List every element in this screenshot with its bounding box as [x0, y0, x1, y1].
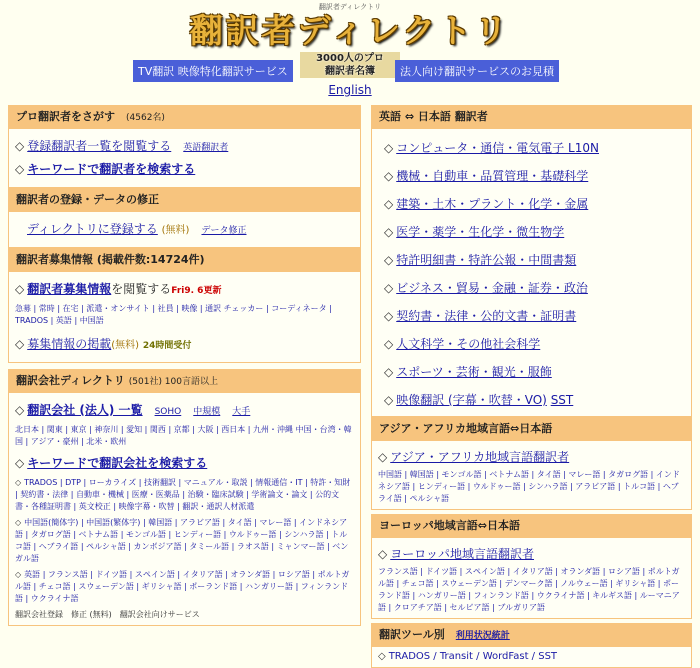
asian-language-links[interactable]: ◇ 中国語(簡体字) | 中国語(繁体字) | 韓国語 | アラビア語 | タイ語 | マレー語 | インドネシア語 | タガログ語 | ベトナム語 | モンゴル語 | ヒンディー語 | ウルドゥー語 | シンハラ語 | トルコ語 | ヘブライ語 | ペルシャ語 | カンボジア語 | タミール語 | ラオス語 | ミャンマー語 | ベンガル語 [15, 518, 349, 563]
register-heading: 翻訳者の登録・データの修正 [8, 188, 361, 212]
field-machine-link[interactable]: 機械・自動車・品質管理・基礎科学 [396, 169, 589, 183]
field-links[interactable]: ◇ TRADOS | DTP | ローカライズ | 技術翻訳 | マニュアル・取説 | 情報通信・IT | 特許・知財 | 契約書・法律 | 自動車・機械 | 医療・医薬品 | 治験・臨床試験 | 学術論文・論文 | 公的文書・各種証明書 | 英文校正 | 映像字幕・吹替 | 翻訳・通訳人材派遣 [15, 478, 351, 511]
left-column [8, 105, 361, 626]
field-legal-link[interactable]: 契約書・法律・公的文書・証明書 [396, 309, 577, 323]
center-badge-line2: 翻訳者名簿 [300, 65, 400, 78]
data-edit-link[interactable]: データ修正 [201, 226, 247, 236]
find-translators-heading: プロ翻訳者をさがす (4562名) [8, 105, 361, 129]
job-tags[interactable]: 急募 | 常時 | 在宅 | 派遣・オンサイト | 社員 | 映像 | 通訳 チェッカー | コーディネータ | TRADOS | 英語 | 中国語 [15, 304, 332, 325]
europe-box: ◇ ヨーロッパ地域言語翻訳者 フランス語 | ドイツ語 | スペイン語 | イタリア語 | オランダ語 | ロシア語 | ポルトガル語 | チェコ語 | スウェーデン語 | デンマーク語 | ノルウェー語 | ギリシャ語 | ポーランド語 | ハンガリー語 | フィンランド語 | ウクライナ語 | キルギス語 | ルーマニア語 | クロアチア語 | セルビア語 | ブルガリア語 [371, 538, 692, 619]
diamond-icon: ◇ [15, 403, 25, 417]
field-humanities-link[interactable]: 人文科学・その他社会科学 [396, 337, 541, 351]
tv-translation-button[interactable]: TV翻訳 映像特化翻訳サービス [133, 60, 293, 82]
asia-africa-heading: アジア・アフリカ地域言語⇔日本語 [371, 417, 692, 441]
asia-africa-translators-link[interactable]: アジア・アフリカ地域言語翻訳者 [390, 450, 570, 464]
sst-link[interactable]: SST [550, 393, 574, 407]
job-info-heading: 翻訳者募集情報 (掲載件数:14724件) [8, 248, 361, 272]
company-list-link[interactable]: 翻訳会社 (法人) 一覧 [27, 403, 143, 417]
company-directory-heading: 翻訳会社ディレクトリ (501社) 100言語以上 [8, 369, 361, 393]
company-directory-box [8, 393, 361, 626]
tool-links[interactable]: ◇ TRADOS / Transit / WordFast / SST [378, 651, 558, 662]
site-tagline: 翻訳者ディレクトリ [318, 3, 382, 11]
site-logo[interactable]: 翻訳者ディレクトリ [189, 11, 511, 50]
field-patent-link[interactable]: 特許明細書・特許公報・中間書類 [396, 253, 577, 267]
translator-list-link[interactable]: 登録翻訳者一覧を閲覧する [27, 139, 172, 153]
diamond-icon: ◇ [15, 456, 25, 470]
post-job-link[interactable]: 募集情報の掲載 [27, 337, 112, 351]
field-sports-link[interactable]: スポーツ・芸術・観光・服飾 [396, 365, 552, 379]
header [0, 0, 700, 103]
find-translators-box [8, 129, 361, 188]
tools-box [371, 647, 692, 668]
en-ja-box: ◇ コンピュータ・通信・電気電子 L10N ◇ 機械・自動車・品質管理・基礎科学 ◇ 建築・土木・プラント・化学・金属 ◇ 医学・薬学・生化学・微生物学 ◇ 特許明細書・特許公報・中間書類 ◇ ビジネス・貿易・金融・証券・政治 ◇ 契約書・法律・公的文書・証明書 ◇ 人文科学・その他社会科学 ◇ スポーツ・芸術・観光・服飾 ◇ 映像翻訳 (字幕・吹替・VO) SST [371, 129, 692, 417]
europe-heading: ヨーロッパ地域言語⇔日本語 [371, 514, 692, 538]
english-translators-link[interactable]: 英語翻訳者 [183, 143, 229, 153]
diamond-icon: ◇ [15, 282, 25, 296]
center-badge [300, 52, 400, 78]
large-link[interactable]: 大手 [232, 407, 251, 417]
job-info-box: ◇ 翻訳者募集情報を閲覧するFri9. 6更新 急募 | 常時 | 在宅 | 派遣・オンサイト | 社員 | 映像 | 通訳 チェッカー | コーディネータ | TRADOS | 英語 | 中国語 ◇ 募集情報の掲載(無料) 24時間受付 [8, 272, 361, 363]
asia-africa-box: ◇ アジア・アフリカ地域言語翻訳者 中国語 | 韓国語 | モンゴル語 | ベトナム語 | タイ語 | マレー語 | タガログ語 | インドネシア語 | ヒンディー語 | ウルドゥー語 | シンハラ語 | アラビア語 | トルコ語 | ヘブライ語 | ペルシャ語 [371, 441, 692, 510]
keyword-search-translators-link[interactable]: キーワードで翻訳者を検索する [27, 162, 196, 176]
tools-heading: 翻訳ツール別 利用状況統計 [371, 623, 692, 647]
nav-row [0, 52, 700, 86]
asia-africa-language-links[interactable]: 中国語 | 韓国語 | モンゴル語 | ベトナム語 | タイ語 | マレー語 | タガログ語 | インドネシア語 | ヒンディー語 | ウルドゥー語 | シンハラ語 | アラビア語 | トルコ語 | ヘブライ語 | ペルシャ語 [378, 470, 680, 503]
en-ja-heading: 英語 ⇔ 日本語 翻訳者 [371, 105, 692, 129]
region-links[interactable]: 北日本 | 関東 | 東京 | 神奈川 | 愛知 | 関西 | 京都 | 大阪 | 西日本 | 九州・沖縄 中国・台湾・韓国 | アジア・豪州 | 北米・欧州 [15, 425, 352, 446]
register-link[interactable]: ディレクトリに登録する [27, 222, 158, 236]
job-info-link[interactable]: 翻訳者募集情報 [27, 282, 112, 296]
field-medical-link[interactable]: 医学・薬学・生化学・微生物学 [396, 225, 565, 239]
register-box: ディレクトリに登録する (無料) データ修正 [8, 212, 361, 248]
field-computer-link[interactable]: コンピュータ・通信・電気電子 L10N [396, 141, 599, 155]
european-language-links[interactable]: ◇ 英語 | フランス語 | ドイツ語 | スペイン語 | イタリア語 | オランダ語 | ロシア語 | ポルトガル語 | チェコ語 | スウェーデン語 | ギリシャ語 | ポーランド語 | ハンガリー語 | フィンランド語 | ウクライナ語 [15, 570, 350, 603]
english-link[interactable]: English [328, 83, 372, 97]
field-video-link[interactable]: 映像翻訳 (字幕・吹替・VO) [396, 393, 547, 407]
center-badge-line1: 3000人のプロ [300, 52, 400, 65]
soho-link[interactable]: SOHO [154, 407, 182, 417]
right-column [371, 105, 692, 668]
corporate-quote-button[interactable]: 法人向け翻訳サービスのお見積 [395, 60, 559, 82]
keyword-search-companies-link[interactable]: キーワードで翻訳会社を検索する [27, 456, 208, 470]
diamond-icon: ◇ [15, 337, 25, 351]
field-business-link[interactable]: ビジネス・貿易・金融・証券・政治 [396, 281, 588, 295]
diamond-icon: ◇ [15, 139, 25, 153]
diamond-icon: ◇ [15, 162, 25, 176]
update-date: Fri9. 6更新 [171, 286, 222, 296]
mid-size-link[interactable]: 中規模 [193, 407, 221, 417]
europe-language-links[interactable]: フランス語 | ドイツ語 | スペイン語 | イタリア語 | オランダ語 | ロシア語 | ポルトガル語 | チェコ語 | スウェーデン語 | デンマーク語 | ノルウェー語 | ギリシャ語 | ポーランド語 | ハンガリー語 | フィンランド語 | ウクライナ語 | キルギス語 | ルーマニア語 | クロアチア語 | セルビア語 | ブルガリア語 [378, 567, 680, 612]
company-footer-links[interactable]: 翻訳会社登録 修正 (無料) 翻訳会社向けサービス [15, 610, 200, 619]
europe-translators-link[interactable]: ヨーロッパ地域言語翻訳者 [390, 547, 534, 561]
usage-stats-link[interactable]: 利用状況統計 [455, 631, 510, 641]
field-construction-link[interactable]: 建築・土木・プラント・化学・金属 [396, 197, 589, 211]
